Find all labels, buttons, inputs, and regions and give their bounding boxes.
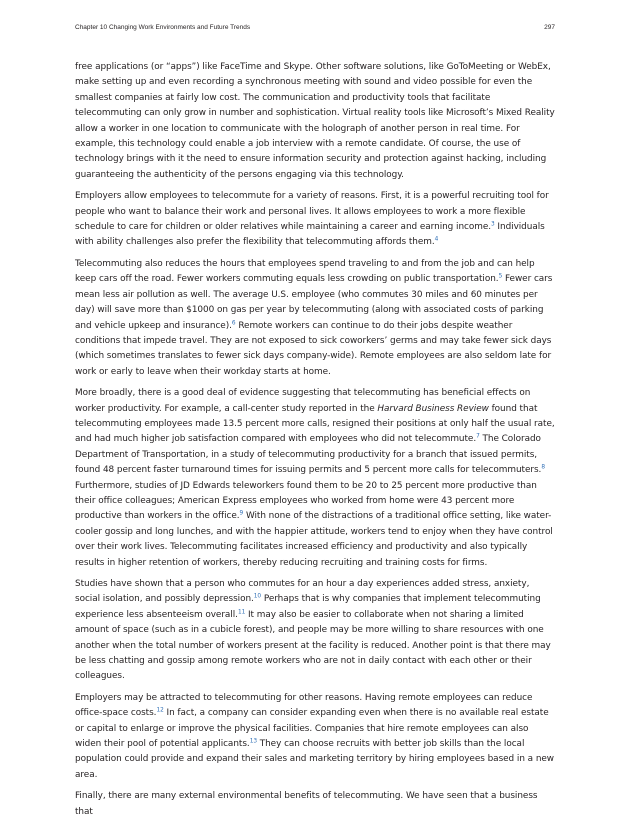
paragraph-text: They can choose recruits with better job skills than the local population could provide and expand their sales and marketing territory by hiring employees based in a new area.	[75, 739, 555, 780]
footnote-link-13[interactable]: 13	[249, 738, 257, 745]
page-body	[75, 60, 557, 826]
footnote-link-7[interactable]: 7	[476, 433, 480, 440]
paragraph-6	[75, 691, 557, 783]
chapter-title: Chapter 10 Changing Work Environments and Future Trends	[75, 24, 251, 31]
paragraph-2	[75, 189, 557, 251]
footnote-link-10[interactable]: 10	[253, 593, 262, 600]
footnote-link-11[interactable]: 11	[237, 609, 246, 616]
paragraph-text: Fewer cars mean less air pollution as well. The average U.S. employee (who commutes 30 miles and 60 minutes per day) will save more than $1000 on gas per year by telecommuting (along with associated costs of parking and vehicle upkeep and insurance).	[75, 274, 553, 331]
paragraph-text: found that telecommuting employees made 13.5 percent more calls, resigned their positions at only half the usual rate, and had much higher job satisfaction compared with employees who did not telecommute.	[75, 403, 555, 445]
paragraph-text: More broadly, there is a good deal of evidence suggesting that telecommuting has beneficial effects on worker productivity. For example, a call-center study reported in the	[75, 388, 531, 414]
paragraph-text: With none of the distractions of a traditional office setting, like water-cooler gossip and long lunches, and with the happier attitude, workers tend to enjoy when they have control over their work lives. Telecommuting facilitates increased efficiency and productivity and also typically results in higher retention of workers, thereby reducing recruiting and training costs for firms.	[75, 511, 553, 568]
footnote-link-9[interactable]: 9	[239, 510, 244, 517]
footnote-link-4[interactable]: 4	[434, 236, 439, 243]
paragraph-text: Furthermore, studies of JD Edwards teleworkers found them to be 20 to 25 percent more productive than their office colleagues; American Express employees who worked from home were 43 percent more productive than workers in the office.	[75, 480, 537, 522]
running-header	[75, 24, 555, 31]
publication-title: Harvard Business Review	[377, 403, 489, 414]
footnote-link-3[interactable]: 3	[491, 221, 495, 228]
paragraph-text: Perhaps that is why companies that implement telecommuting experience less absenteeism overall.	[75, 594, 541, 620]
paragraph-text: Remote workers can continue to do their jobs despite weather conditions that impede travel. They are not exposed to sick coworkers’ germs and may take fewer sick days (which sometimes translates to fewer sick days company-wide). Remote employees are also seldom late for work or early to leave when their workday starts at home.	[75, 320, 552, 377]
paragraph-4	[75, 386, 557, 571]
paragraph-text: The Colorado Department of Transportation, in a study of telecommuting productivity for a branch that issued permits, found 48 percent faster turnaround times for issuing permits and 5 percent more calls for telecommuters.	[75, 434, 542, 476]
paragraph-7: Finally, there are many external environmental benefits of telecommuting. We have seen that a business that	[75, 791, 538, 817]
paragraph-3	[75, 257, 557, 380]
paragraph-text: Studies have shown that a person who commutes for an hour a day experiences added stress, anxiety, social isolation, and possibly depression.	[75, 579, 530, 605]
footnote-link-5[interactable]: 5	[498, 273, 503, 280]
paragraph-text: It may also be easier to collaborate when not sharing a limited amount of space (such as in a cubicle forest), and people may be more willing to share resources with one another when the total number of workers present at the facility is reduced. Another point is that there may be less chatting and gossip among remote workers who are not in daily contact with each other or their colleagues.	[75, 609, 551, 682]
page-number: 297	[544, 24, 555, 31]
paragraph-text: Employers allow employees to telecommute for a variety of reasons. First, it is a powerful recruiting tool for people who want to balance their work and personal lives. It allows employees to work a more flexible schedule to care for children or older relatives while maintaining a career and earning income.	[75, 191, 549, 233]
footnote-link-8[interactable]: 8	[541, 464, 545, 471]
paragraph-text: In fact, a company can consider expanding even when there is no available real estate or capital to enlarge or improve the physical facilities. Companies that hire remote employees can also widen their pool of potential applicants.	[75, 708, 549, 750]
footnote-link-6[interactable]: 6	[231, 320, 236, 326]
paragraph-5	[75, 577, 557, 685]
paragraph-1: free applications (or “apps”) like FaceTime and Skype. Other software solutions, like GoToMeeting or WebEx, make setting up and even recording a synchronous meeting with sound and video possible for even the smallest companies at fairly low cost. The communication and productivity tools that facilitate telecommuting can only grow in number and sophistication. Virtual reality tools like Microsoft’s Mixed Reality allow a worker in one location to communicate with the holograph of another person in real time. For example, this technology could enable a job interview with a remote candidate. Of course, the use of technology brings with it the need to ensure information security and protection against hacking, including guaranteeing the authenticity of the persons engaging via this technology.	[75, 62, 555, 180]
paragraph-text: Employers may be attracted to telecommuting for other reasons. Having remote employees can reduce office-space costs.	[75, 692, 533, 719]
paragraph-text: Telecommuting also reduces the hours that employees spend traveling to and from the job and can help keep cars off the road. Fewer workers commuting equals less crowding on public transportation.	[75, 258, 535, 285]
paragraph-text: Individuals with ability challenges also prefer the flexibility that telecommuting affords them.	[75, 222, 545, 248]
footnote-link-12[interactable]: 12	[156, 707, 164, 714]
